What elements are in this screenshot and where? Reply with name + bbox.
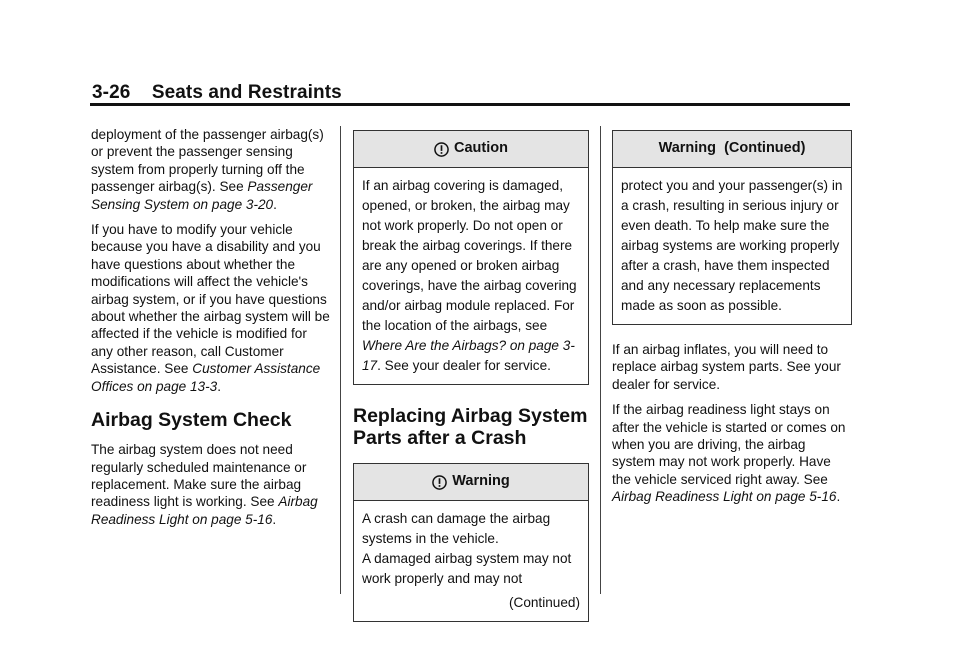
paragraph: If you have to modify your vehicle because you have a disability and you have questions about whether the modifications will affect the vehicle's airbag system, or if you have questions about whether the airbag system will be affected if the vehicle is modified for any other reason, call Customer Assistance. See Customer Assistance Offices on page 13-3. <box>91 222 330 394</box>
cross-reference[interactable]: Customer Assistance Offices on page 13-3 <box>91 361 321 394</box>
column-3 <box>612 130 852 514</box>
warning-continued-body: protect you and your passenger(s) in a crash, resulting in serious injury or even death. To help make sure the airbag systems are working properly after a crash, have them inspected and any necessary replacements made as soon as possible. <box>621 178 843 313</box>
caution-icon <box>434 142 449 157</box>
cross-reference[interactable]: Passenger Sensing System on page 3-20 <box>91 179 313 212</box>
continued-note: (Continued) <box>508 595 580 610</box>
paragraph: If the airbag readiness light stays on after the vehicle is started or comes on when you are driving, the airbag system may not work properly. Have the vehicle serviced right away. See Airbag Readiness Light on page 5-16. <box>612 402 846 505</box>
warning-continued-box <box>612 130 852 325</box>
warning-box <box>353 463 589 622</box>
section-title: Seats and Restraints <box>151 82 342 103</box>
paragraph: If an airbag inflates, you will need to replace airbag system parts. See your dealer for service. <box>612 342 841 392</box>
caution-body: If an airbag covering is damaged, opened, or broken, the airbag may not work properly. Do not open or break the airbag coverings. If there are any opened or broken airbag coverings, have the airbag covering and/or airbag module replaced. For the location of the airbags, see Where Are the Airbags? on page 3-17. See your dealer for service. <box>362 178 577 373</box>
caution-box <box>353 130 589 385</box>
section-heading: Airbag System Check <box>91 409 292 432</box>
header-rule <box>90 103 850 106</box>
warning-continued-title: Warning (Continued) <box>658 140 806 157</box>
cross-reference[interactable]: Airbag Readiness Light on page 5-16 <box>612 489 837 505</box>
section-heading: Replacing Airbag System Parts after a Crash <box>353 405 588 449</box>
column-divider <box>600 126 601 594</box>
warning-continued-header <box>613 131 851 168</box>
warning-header <box>354 464 588 501</box>
page-header <box>92 82 342 104</box>
caution-header <box>354 131 588 168</box>
warning-title: Warning <box>452 473 510 490</box>
column-2 <box>353 130 589 622</box>
paragraph: The airbag system does not need regularly scheduled maintenance or replacement. Make sure the airbag readiness light is working. See Airbag Readiness Light on page 5-16. <box>91 442 318 527</box>
warning-body: A crash can damage the airbag systems in the vehicle. A damaged airbag system may not work properly and may not (Continued) <box>354 501 588 621</box>
column-divider <box>340 126 341 594</box>
warning-icon <box>432 475 447 490</box>
cross-reference[interactable]: Airbag Readiness Light on page 5-16 <box>91 494 318 527</box>
paragraph: deployment of the passenger airbag(s) or prevent the passenger sensing system from properly turning off the passenger airbag(s). See Passenger Sensing System on page 3-20. <box>91 127 324 212</box>
column-1 <box>91 126 331 536</box>
cross-reference[interactable]: Where Are the Airbags? on page 3-17 <box>362 338 575 373</box>
page-number: 3-26 <box>92 82 131 103</box>
caution-title: Caution <box>454 140 508 157</box>
